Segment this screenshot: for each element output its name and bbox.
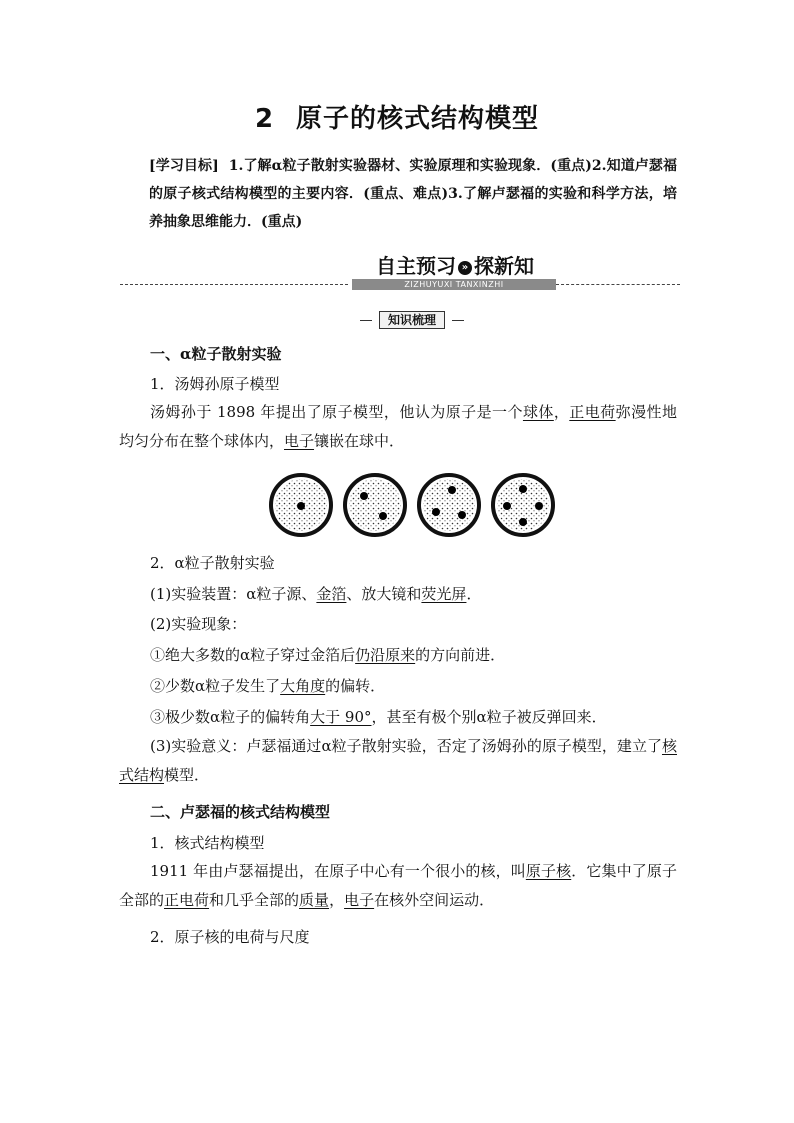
blank-positive-charge-2: 正电荷: [164, 891, 210, 909]
goals-label: [学习目标]: [149, 158, 219, 174]
banner-title: [354, 253, 556, 279]
thomson-atom-model-icon: [268, 472, 334, 538]
learning-goals: [149, 152, 677, 236]
thomson-atom-model-icon: [342, 472, 408, 538]
knowledge-summary-box: 知识梳理: [379, 311, 445, 329]
thomson-model-figures: [268, 472, 556, 538]
blank-electron-2: 电子: [344, 891, 375, 909]
section-heading-2: 二、卢瑟福的核式结构模型: [150, 803, 331, 821]
blank-nucleus: 原子核: [525, 862, 572, 880]
banner-subtitle: ZIZHUYUXI TANXINZHI: [352, 279, 556, 290]
banner-right-text: 探新知: [474, 254, 534, 278]
thomson-atom-model-icon: [490, 472, 556, 538]
blank-over-90-degrees: 大于 90°: [310, 708, 372, 726]
blank-fluorescent-screen: 荧光屏: [421, 585, 467, 603]
blank-nuclear-structure: 核式结构: [119, 737, 677, 784]
subheading-alpha-experiment: 2．α粒子散射实验: [150, 554, 275, 572]
phenomenon-3: ③极少数α粒子的偏转角大于 90°，甚至有极个别α粒子被反弹回来．: [150, 708, 607, 726]
thomson-atom-model-icon: [416, 472, 482, 538]
title-number: 2: [254, 104, 275, 134]
blank-electron: 电子: [284, 432, 315, 450]
experiment-apparatus: (1)实验装置：α粒子源、金箔、放大镜和荧光屏．: [150, 585, 482, 603]
experiment-phenomena: (2)实验现象：: [150, 615, 247, 633]
knowledge-summary-label: [360, 311, 464, 329]
blank-large-angle: 大角度: [280, 677, 326, 695]
banner-left-text: 自主预习: [376, 254, 456, 278]
title-text: 原子的核式结构模型: [296, 104, 540, 134]
blank-sphere: 球体: [522, 403, 554, 421]
subheading-thomson: 1．汤姆孙原子模型: [150, 375, 280, 393]
phenomenon-1: ①绝大多数的α粒子穿过金箔后仍沿原来的方向前进．: [150, 646, 506, 664]
blank-mass: 质量: [299, 891, 330, 909]
subheading-nucleus-charge-size: 2．原子核的电荷与尺度: [150, 928, 310, 946]
section-heading-1: 一、α粒子散射实验: [150, 345, 282, 363]
experiment-significance: (3)实验意义：卢瑟福通过α粒子散射实验，否定了汤姆孙的原子模型，建立了核式结构模型．: [119, 737, 677, 784]
arrow-right-icon: »: [458, 261, 472, 275]
blank-original-direction: 仍沿原来: [355, 646, 416, 664]
phenomenon-2: ②少数α粒子发生了大角度的偏转．: [150, 677, 386, 695]
blank-positive-charge: 正电荷: [569, 403, 616, 421]
page-title: [0, 98, 794, 135]
blank-gold-foil: 金箔: [316, 585, 347, 603]
banner-divider-left: [120, 284, 348, 285]
banner-divider-right: [556, 284, 680, 285]
subheading-nuclear-model: 1．核式结构模型: [150, 834, 265, 852]
goals-text: 1.了解α粒子散射实验器材、实验原理和实验现象．(重点)2.知道卢瑟福的原子核式结构模型的主要内容．(重点、难点)3.了解卢瑟福的实验和科学方法，培养抽象思维能力．(重点): [149, 158, 677, 230]
paragraph-rutherford: 1911 年由卢瑟福提出，在原子中心有一个很小的核，叫原子核．它集中了原子全部的正电荷和几乎全部的质量，电子在核外空间运动．: [119, 862, 677, 909]
paragraph-thomson: 汤姆孙于 1898 年提出了原子模型，他认为原子是一个球体，正电荷弥漫性地均匀分布在整个球体内，电子镶嵌在球中．: [119, 403, 677, 450]
section-banner: [120, 253, 680, 293]
